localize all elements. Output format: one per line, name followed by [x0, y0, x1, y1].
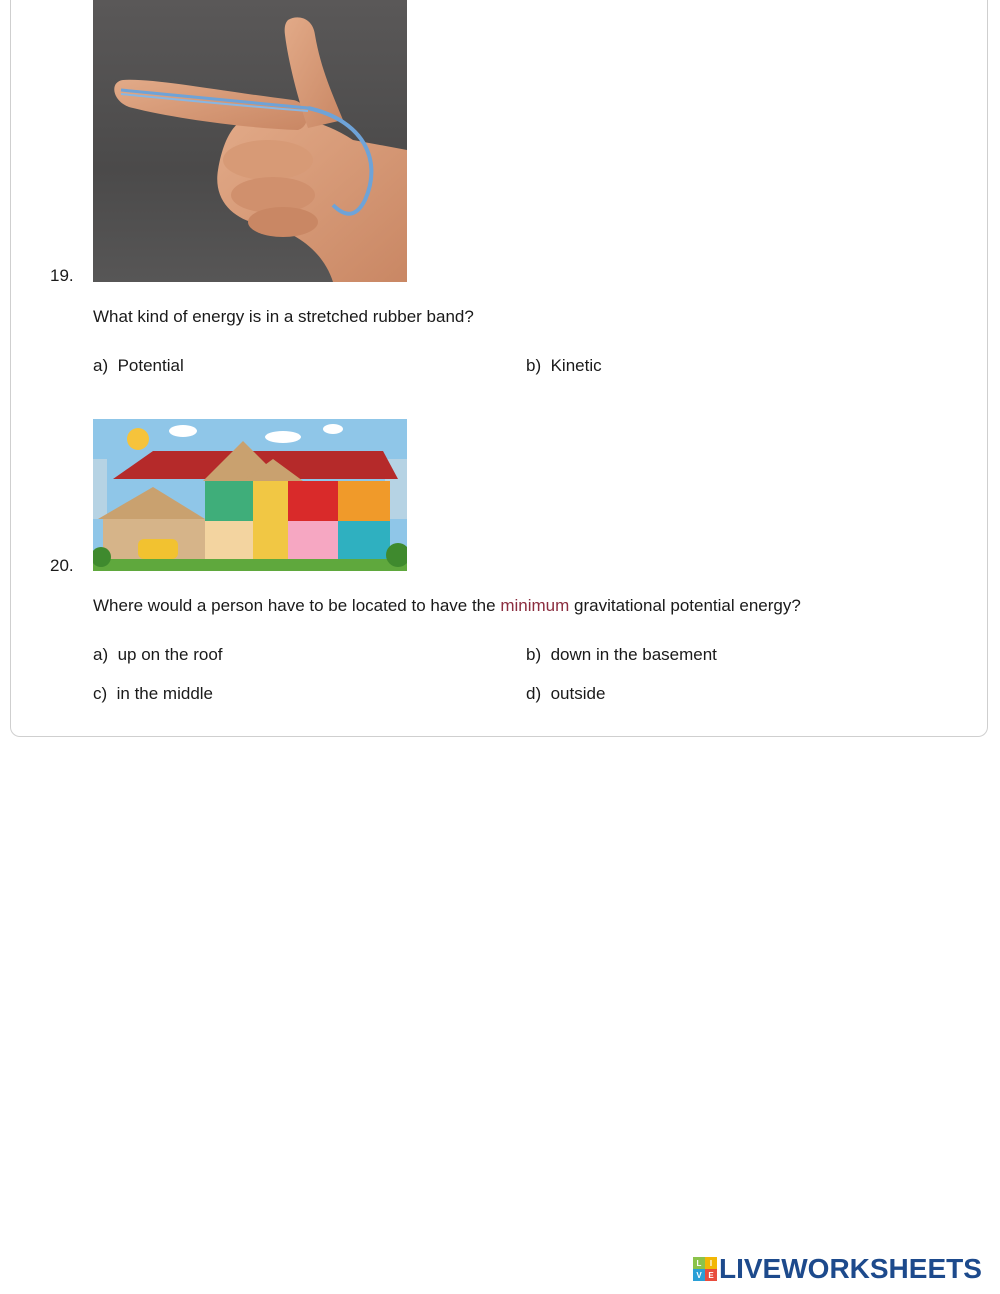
question-text-highlight: minimum: [500, 596, 570, 615]
logo-text: LIVEWORKSHEETS: [719, 1253, 982, 1284]
question-number: 19.: [50, 266, 74, 285]
option-letter: a): [93, 645, 109, 664]
option-a[interactable]: [93, 356, 184, 376]
option-letter: d): [526, 684, 542, 703]
rubber-band-hand-icon: [93, 0, 407, 282]
option-label: down in the basement: [550, 645, 717, 664]
option-label: outside: [550, 684, 606, 703]
option-letter: a): [93, 356, 109, 375]
option-d[interactable]: [526, 684, 605, 704]
option-label: in the middle: [116, 684, 214, 703]
option-c[interactable]: [93, 684, 213, 704]
question-text-before: Where would a person have to be located to have the: [93, 596, 501, 615]
rubber-band-hand-image: [93, 0, 407, 282]
house-cutaway-image: [93, 419, 407, 571]
option-a[interactable]: [93, 645, 223, 665]
option-b[interactable]: [526, 356, 602, 376]
option-letter: b): [526, 356, 542, 375]
question-text: What kind of energy is in a stretched rubber band?: [93, 307, 474, 326]
option-b[interactable]: [526, 645, 717, 665]
question-text-after: gravitational potential energy?: [569, 596, 801, 615]
question-text: [93, 596, 801, 616]
option-letter: c): [93, 684, 108, 703]
house-cutaway-icon: [93, 419, 407, 571]
question-number: 20.: [50, 556, 74, 575]
logo-mark-icon: L I V E: [693, 1257, 717, 1281]
option-label: up on the roof: [117, 645, 223, 664]
option-letter: b): [526, 645, 542, 664]
option-label: Potential: [117, 356, 184, 375]
option-label: Kinetic: [550, 356, 602, 375]
liveworksheets-logo: [693, 1254, 982, 1284]
